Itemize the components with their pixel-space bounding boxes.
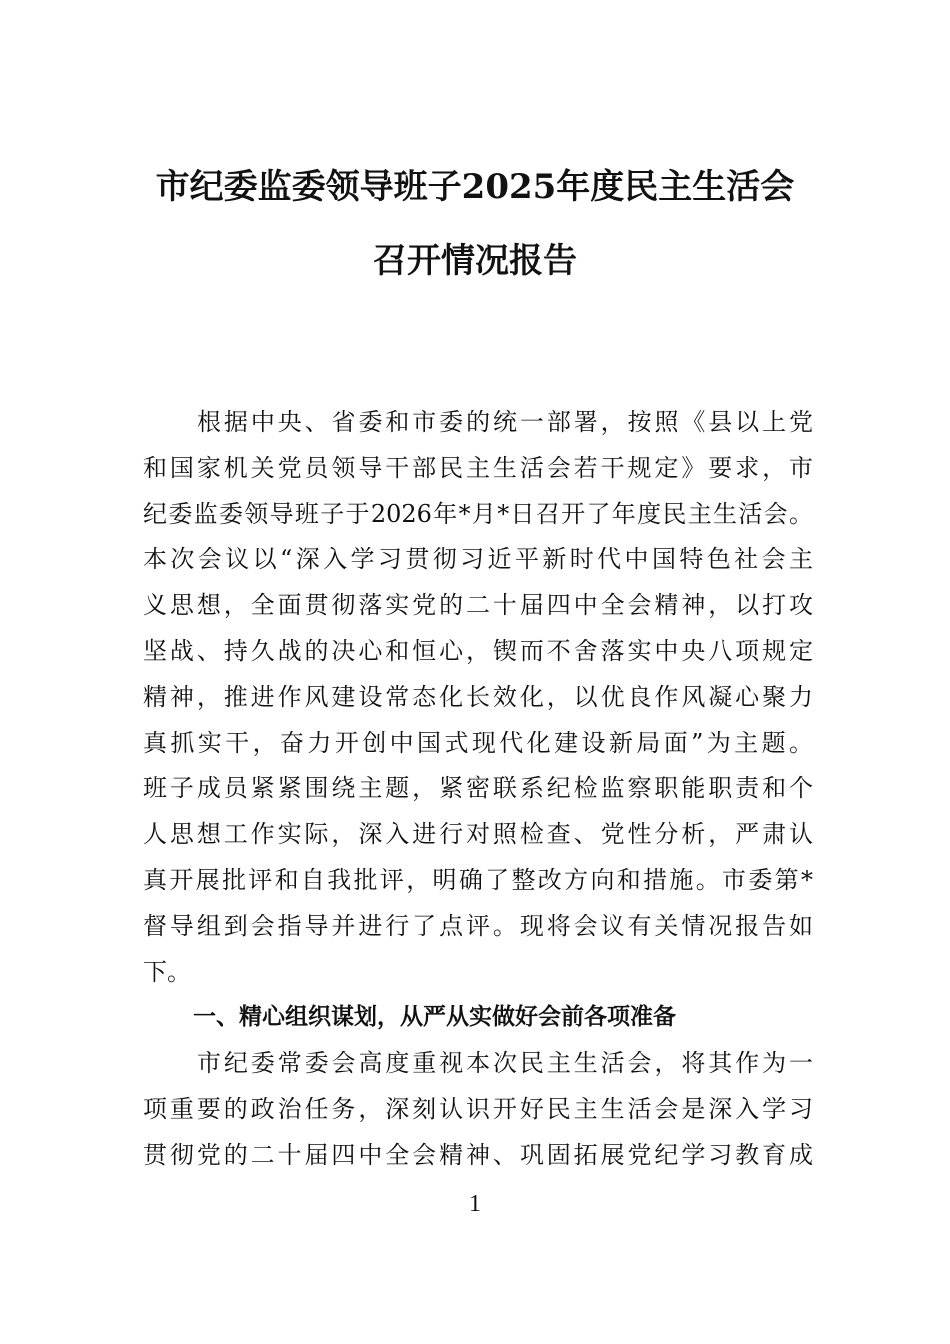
paragraph-line: 市纪委常委会高度重视本次民主生活会，将其作为一 xyxy=(197,1049,813,1078)
paragraph-line: 班子成员紧紧围绕主题，紧密联系纪检监察职能职责和个 xyxy=(143,774,813,803)
paragraph-line: 根据中央、省委和市委的统一部署，按照《县以上党 xyxy=(197,408,813,436)
title-line-1: 市纪委监委领导班子2025年度民主生活会 xyxy=(155,167,795,207)
paragraph-line: 贯彻党的二十届四中全会精神、巩固拓展党纪学习教育成 xyxy=(143,1140,813,1169)
section-heading: 一、精心组织谋划，从严从实做好会前各项准备 xyxy=(193,1004,676,1031)
document-body xyxy=(143,400,813,1179)
title-line-2: 召开情况报告 xyxy=(373,241,577,281)
paragraph-line: 义思想，全面贯彻落实党的二十届四中全会精神，以打攻 xyxy=(143,591,813,620)
paragraph-line: 真开展批评和自我批评，明确了整改方向和措施。市委第* xyxy=(143,865,813,894)
paragraph-line: 精神，推进作风建设常态化长效化，以优良作风凝心聚力 xyxy=(143,682,813,711)
paragraph-line: 督导组到会指导并进行了点评。现将会议有关情况报告如 xyxy=(143,911,813,940)
page-number: 1 xyxy=(469,1191,481,1217)
paragraph-line: 纪委监委领导班子于2026年*月*日召开了年度民主生活会。 xyxy=(143,499,813,528)
paragraph-line: 真抓实干，奋力开创中国式现代化建设新局面”为主题。 xyxy=(143,728,813,757)
paragraph-line: 本次会议以“深入学习贯彻习近平新时代中国特色社会主 xyxy=(143,545,813,574)
paragraph-line: 项重要的政治任务，深刻认识开好民主生活会是深入学习 xyxy=(143,1094,813,1123)
paragraph-line: 人思想工作实际，深入进行对照检查、党性分析，严肃认 xyxy=(143,820,813,849)
paragraph-line: 坚战、持久战的决心和恒心，锲而不舍落实中央八项规定 xyxy=(143,636,813,665)
paragraph-line: 和国家机关党员领导干部民主生活会若干规定》要求，市 xyxy=(143,453,813,482)
document-title xyxy=(0,167,950,281)
paragraph-line: 下。 xyxy=(143,957,191,986)
